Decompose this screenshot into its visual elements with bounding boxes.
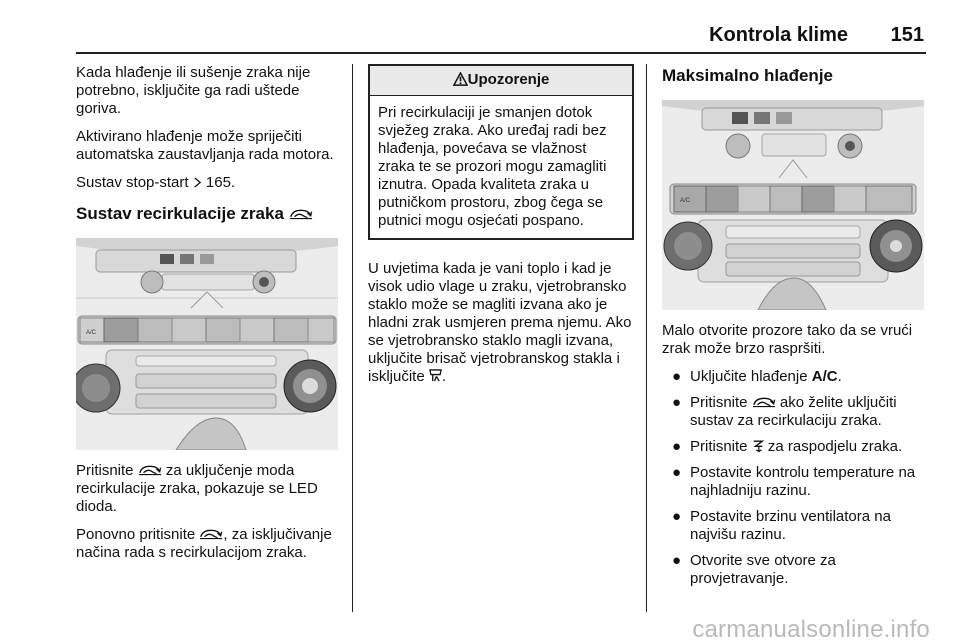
header-rule — [76, 52, 926, 54]
figure-ac-label-2: A/C — [680, 198, 691, 204]
step-ac-text: Uključite hlađenje — [690, 368, 808, 385]
bullet-marker: ● — [672, 438, 682, 455]
step-recirc-text-before: Pritisnite — [690, 394, 748, 411]
windscreen-defog-icon — [429, 368, 442, 383]
list-item — [662, 464, 927, 500]
recirculation-icon — [752, 395, 776, 409]
list-item — [662, 552, 927, 588]
warning-header — [370, 66, 632, 96]
fogging-text: U uvjetima kada je vani toplo i kad je visok udio vlage u zraku, vjetrobransko staklo može se magliti izvana ako je hladni zrak usmjeren prema njemu. Ako se vjetrobransko staklo magli izvana, uključite brisač vjetrobranskog stakla i isključite — [368, 260, 632, 385]
max-cooling-steps — [662, 368, 927, 588]
watermark: carmanualsonline.info — [692, 616, 930, 643]
recirc-on-text-after: za uključenje moda recirkulacije zraka, pokazuje se LED dioda. — [76, 462, 318, 515]
paragraph-recirc-off — [76, 526, 340, 562]
right-column — [662, 64, 927, 596]
paragraph-open-windows: Malo otvorite prozore tako da se vrući zrak može brzo raspršiti. — [662, 322, 913, 357]
recirc-on-text-before: Pritisnite — [76, 462, 134, 479]
paragraph-cooling-off: Kada hlađenje ili sušenje zraka nije potrebno, isključite ga radi uštede goriva. — [76, 64, 311, 117]
step-vents-text: Otvorite sve otvore za provjetravanje. — [690, 552, 836, 587]
stop-start-page[interactable]: 165. — [205, 174, 236, 191]
page-header-title: Kontrola klime — [709, 24, 848, 46]
stop-start-text: Sustav stop-start — [76, 174, 189, 191]
warning-title: Upozorenje — [467, 71, 550, 88]
column-divider-left — [352, 64, 353, 612]
figure-ac-label: A/C — [86, 330, 97, 336]
bullet-marker: ● — [672, 368, 682, 385]
ac-label: A/C — [811, 368, 838, 385]
bullet-marker: ● — [672, 508, 682, 525]
figure-recirculation-panel — [76, 238, 338, 450]
bullet-marker: ● — [672, 394, 682, 411]
recirculation-icon — [138, 463, 162, 477]
recirc-off-text-before: Ponovno pritisnite — [76, 526, 196, 543]
heading-recirculation-text: Sustav recirkulacije zraka — [76, 204, 284, 223]
fogging-text-end: . — [441, 368, 447, 385]
heading-recirculation — [76, 204, 340, 224]
recirc-off-text-after: , za isključivanje načina rada s recirkulacijom zraka. — [76, 526, 332, 561]
step-ac-end: . — [837, 368, 842, 385]
step-recirc-text-after: ako želite uključiti sustav za recirkulaciju zraka. — [690, 394, 897, 429]
recirculation-icon — [289, 207, 313, 221]
heading-max-cooling: Maksimalno hlađenje — [662, 66, 833, 85]
recirculation-icon — [199, 527, 223, 541]
step-distribution-text-after: za raspodjelu zraka. — [767, 438, 903, 455]
figure-max-cooling-panel — [662, 100, 924, 310]
warning-triangle-icon — [453, 72, 468, 86]
left-column — [76, 64, 340, 572]
paragraph-autostop: Aktivirano hlađenje može spriječiti automatska zaustavljanja rada motora. — [76, 128, 334, 163]
list-item — [662, 508, 927, 544]
bullet-marker: ● — [672, 552, 682, 569]
paragraph-fogging-outside — [368, 260, 634, 386]
middle-column — [368, 64, 634, 396]
page-number: 151 — [890, 24, 924, 46]
list-item — [662, 394, 927, 430]
step-fan-text: Postavite brzinu ventilatora na najvišu razinu. — [690, 508, 891, 543]
bullet-marker: ● — [672, 464, 682, 481]
warning-box — [368, 64, 634, 240]
list-item — [662, 438, 927, 456]
air-distribution-icon — [752, 438, 764, 453]
list-item — [662, 368, 927, 386]
step-distribution-text-before: Pritisnite — [690, 438, 748, 455]
warning-body: Pri recirkulaciji je smanjen dotok svježeg zraka. Ako uređaj radi bez hlađenja, povećava se vlažnost zraka te se prozori mogu zamagliti iznutra. Opada kvaliteta zraka u putničkom prostoru, zbog čega se putnici mogu osjećati pospano. — [378, 104, 607, 229]
step-temperature-text: Postavite kontrolu temperature na najhladniju razinu. — [690, 464, 916, 499]
paragraph-stop-start — [76, 174, 340, 192]
page-reference-arrow-icon — [193, 176, 202, 189]
paragraph-recirc-on — [76, 462, 340, 516]
column-divider-right — [646, 64, 647, 612]
